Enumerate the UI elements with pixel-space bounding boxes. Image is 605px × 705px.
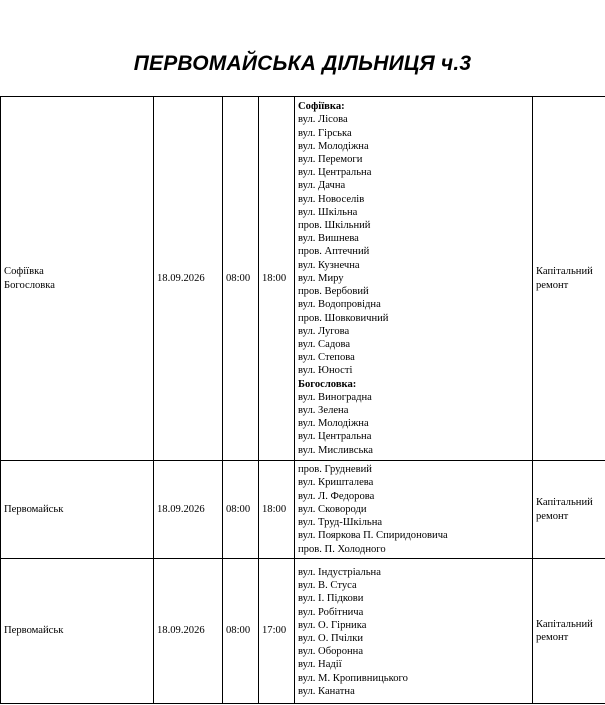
- street-item: вул. Л. Федорова: [298, 490, 375, 502]
- street-item: вул. Труд-Шкільна: [298, 517, 383, 529]
- street-item: вул. Кришталева: [298, 477, 374, 489]
- work-type-line: Капітальний: [536, 266, 593, 278]
- work-type-line: ремонт: [536, 632, 569, 643]
- street-item: вул. В. Стуса: [298, 580, 357, 592]
- streets-cell: [295, 461, 533, 559]
- time-to-cell: 18:00: [259, 97, 295, 461]
- streets-cell: [295, 559, 533, 704]
- street-item: вул. Садова: [298, 338, 351, 350]
- locality-line: Богословка: [4, 279, 55, 291]
- work-type-cell: [533, 97, 605, 461]
- street-item: вул. Виноградна: [298, 391, 372, 403]
- time-to-cell: 17:00: [259, 559, 295, 704]
- street-item: вул. Мисливська: [298, 444, 373, 456]
- streets-cell: [295, 97, 533, 461]
- street-item: вул. Центральна: [298, 431, 372, 443]
- street-item: вул. Канатна: [298, 685, 355, 697]
- time-from-cell: 08:00: [223, 461, 259, 559]
- work-type-line: Капітальний: [536, 618, 593, 630]
- street-item: вул. Оборонна: [298, 646, 364, 658]
- street-item: пров. Вербовий: [298, 286, 369, 298]
- date-cell: 18.09.2026: [154, 97, 223, 461]
- street-item: вул. Степова: [298, 352, 355, 364]
- table-row: [1, 559, 605, 704]
- street-item: вул. Лугова: [298, 325, 350, 337]
- street-item: вул. О. Пчілки: [298, 633, 364, 644]
- street-item: вул. М. Кропивницького: [298, 672, 408, 684]
- street-item: вул. Зелена: [298, 404, 349, 416]
- street-item: вул. Надії: [298, 659, 342, 671]
- street-item: вул. Вишнева: [298, 233, 359, 245]
- street-item: вул. Молодіжна: [298, 140, 369, 152]
- page-title: ПЕРВОМАЙСЬКА ДІЛЬНИЦЯ ч.3: [133, 52, 472, 75]
- street-item: вул. О. Гірника: [298, 619, 367, 631]
- locality-cell: [1, 97, 154, 461]
- work-type-cell: [533, 559, 605, 704]
- street-item: вул. Шкільна: [298, 206, 358, 218]
- date-cell: 18.09.2026: [154, 559, 223, 704]
- schedule-table-body: [1, 97, 605, 704]
- street-item: вул. Перемоги: [298, 154, 363, 166]
- time-to-cell: 18:00: [259, 461, 295, 559]
- table-row: [1, 97, 605, 461]
- locality-line: Первомайськ: [4, 503, 64, 515]
- street-item: пров. Шкільний: [298, 220, 371, 232]
- street-item: вул. Лісова: [298, 114, 348, 126]
- street-item: вул. І. Підкови: [298, 593, 364, 605]
- work-type-cell: [533, 461, 605, 559]
- street-item: пров. П. Холодного: [298, 543, 386, 555]
- schedule-table: [0, 96, 605, 704]
- street-item: вул. Новоселів: [298, 193, 365, 205]
- street-item: вул. Молодіжна: [298, 418, 369, 430]
- locality-cell: [1, 461, 154, 559]
- work-type-line: ремонт: [536, 510, 569, 522]
- street-item: пров. Шовковичний: [298, 312, 389, 324]
- street-item: вул. Індустріальна: [298, 566, 381, 578]
- work-type-line: Капітальний: [536, 497, 593, 509]
- street-item: вул. Сковороди: [298, 503, 367, 515]
- street-item: вул. Миру: [298, 272, 344, 284]
- time-from-cell: 08:00: [223, 559, 259, 704]
- street-item: вул. Кузнечна: [298, 259, 360, 271]
- table-row: [1, 461, 605, 559]
- street-item: вул. Гірська: [298, 127, 352, 139]
- date-cell: 18.09.2026: [154, 461, 223, 559]
- street-item: вул. Водопровідна: [298, 299, 381, 311]
- street-item: вул. Пояркова П. Спиридоновича: [298, 530, 448, 542]
- street-item: вул. Дачна: [298, 180, 346, 192]
- time-from-cell: 08:00: [223, 97, 259, 461]
- street-item: пров. Грудневий: [298, 464, 372, 476]
- street-item: вул. Центральна: [298, 167, 372, 179]
- locality-subheading: Софіївка:: [298, 101, 345, 113]
- street-item: пров. Аптечний: [298, 246, 370, 258]
- locality-subheading: Богословка:: [298, 378, 357, 390]
- locality-line: Софіївка: [4, 266, 44, 278]
- work-type-line: ремонт: [536, 279, 569, 291]
- locality-cell: [1, 559, 154, 704]
- locality-line: Первомайськ: [4, 625, 64, 637]
- street-item: вул. Юності: [298, 365, 353, 377]
- street-item: вул. Робітнича: [298, 606, 364, 618]
